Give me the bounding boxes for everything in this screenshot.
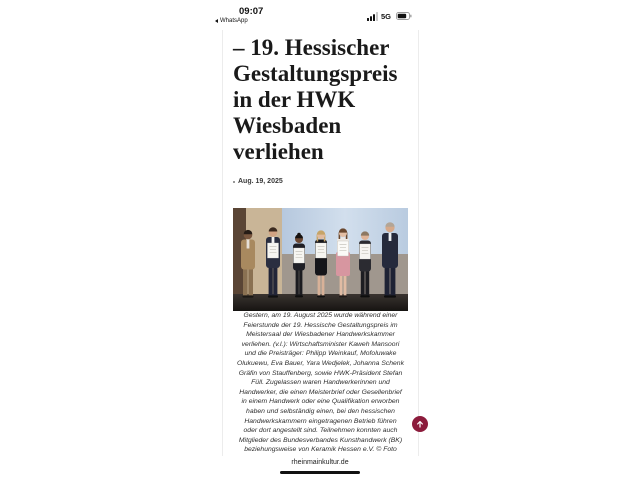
- caption-line: beziehungsweise von Keramik Hessen e.V. © Foto: [244, 446, 397, 454]
- person-legs: [269, 266, 273, 296]
- caption-line: Gestern, am 19. August 2025 wurde während einer: [243, 312, 398, 319]
- certificate-text-line: [318, 249, 324, 250]
- date-dot-icon: [233, 181, 235, 183]
- person-legs: [390, 266, 395, 296]
- person-shoes: [360, 295, 370, 297]
- caption-line: Feierstunde der 19. Hessische Gestaltungspreis im: [243, 321, 398, 329]
- caption-line: in einem Handwerk oder eine Qualifikation erworben: [241, 398, 400, 406]
- certificate-text-line: [362, 247, 369, 248]
- person-legs: [361, 270, 365, 296]
- certificate-text-line: [340, 250, 347, 251]
- person-shoes: [295, 295, 303, 297]
- home-indicator[interactable]: [280, 471, 360, 474]
- signal-bar: [373, 14, 375, 21]
- person-legs: [299, 269, 302, 296]
- certificate: [338, 241, 349, 256]
- person-legs: [318, 274, 321, 296]
- person-legs: [248, 268, 253, 296]
- battery-fill: [398, 14, 406, 19]
- person-legs: [340, 274, 343, 296]
- person-legs: [322, 274, 325, 296]
- headline-line: in der HWK: [233, 87, 356, 112]
- person-shoes: [317, 295, 325, 297]
- battery-tip: [410, 15, 411, 18]
- caption-line: und die Preisträger: Philipp Weinkauf, Mofoluwake: [244, 350, 397, 358]
- certificate: [316, 243, 327, 258]
- scroll-to-top-button[interactable]: [412, 416, 428, 432]
- person-legs: [273, 266, 277, 296]
- status-time: 09:07: [239, 6, 264, 17]
- certificate-text-line: [362, 253, 369, 254]
- certificate: [294, 248, 305, 263]
- certificate-text-line: [318, 246, 325, 247]
- certificate-text-line: [270, 249, 276, 250]
- person-shirt: [247, 240, 250, 249]
- person-hair: [297, 233, 301, 237]
- person-legs: [385, 266, 390, 296]
- headline-line: Gestaltungspreis: [233, 61, 398, 86]
- address-bar-url[interactable]: rheinmainkultur.de: [291, 459, 349, 466]
- caption-line: oder dort angestellt sind. Teilnehmen konnten auch: [243, 427, 398, 435]
- person-legs: [243, 268, 248, 296]
- caption-line: haben und selbständig einen, bei den hessischen: [246, 407, 395, 415]
- arrow-up-icon: [416, 420, 424, 428]
- back-to-app-link[interactable]: [215, 17, 248, 25]
- certificate-text-line: [362, 250, 368, 251]
- signal-bar: [370, 16, 372, 21]
- caption-line: Gräfin von Stauffenberg, sowie HWK-Präsident Stefan: [238, 369, 403, 377]
- certificate-text-line: [340, 244, 347, 245]
- caption-line: Mitglieder des Bundesverbandes Kunsthandwerk (BK): [238, 436, 403, 444]
- headline-line: – 19. Hessischer: [233, 35, 390, 60]
- article-date-text: Aug. 19, 2025: [238, 178, 283, 185]
- battery-icon: [396, 12, 412, 20]
- person-shirt: [389, 233, 392, 241]
- column-border-left: [222, 30, 223, 456]
- headline-line: Wiesbaden: [233, 113, 342, 138]
- article-photo: [233, 208, 408, 311]
- arrow-up-stroke: [418, 422, 423, 427]
- certificate-text-line: [270, 246, 277, 247]
- certificate: [268, 243, 279, 258]
- back-app-label: WhatsApp: [220, 18, 248, 24]
- certificate-text-line: [340, 247, 346, 248]
- certificate: [360, 244, 371, 259]
- signal-icon: [367, 12, 378, 21]
- caption-line: Füll. Zugelassen waren Handwerkerinnen und: [251, 379, 390, 387]
- certificate-text-line: [296, 251, 303, 252]
- person-shoes: [268, 295, 278, 297]
- back-arrow-icon: [215, 19, 218, 23]
- caption-line: Handwerker, die einen Meisterbrief oder Gesellenbrief: [239, 388, 402, 396]
- article-date: [233, 177, 283, 186]
- certificate-text-line: [270, 252, 277, 253]
- person-legs: [344, 274, 347, 296]
- column-border-right: [418, 30, 419, 456]
- signal-bar: [367, 18, 369, 21]
- person-shoes: [243, 295, 254, 297]
- person-shoes: [384, 295, 396, 297]
- person-shirt: [272, 237, 275, 243]
- photo-caption: [230, 311, 411, 455]
- article-headline: [233, 35, 418, 165]
- caption-line: Handwerkskammern eingetragenen Betrieb führen: [244, 417, 397, 425]
- person-shoes: [339, 295, 347, 297]
- person-legs: [365, 270, 369, 296]
- network-type: 5G: [381, 11, 392, 21]
- person-legs: [296, 269, 299, 296]
- signal-bar: [376, 12, 378, 21]
- headline-line: verliehen: [233, 139, 324, 164]
- caption-line: verliehen. (v.l.): Wirtschaftsminister Kaweh Mansoori: [241, 340, 400, 348]
- certificate-text-line: [296, 257, 303, 258]
- caption-line: Olukuewu, Eva Bauer, Yara Wedjelek, Johanna Schenk: [236, 359, 404, 367]
- certificate-text-line: [318, 252, 325, 253]
- caption-line: Meistersaal der Wiesbadener Handwerkskammer: [246, 331, 395, 339]
- certificate-text-line: [296, 254, 302, 255]
